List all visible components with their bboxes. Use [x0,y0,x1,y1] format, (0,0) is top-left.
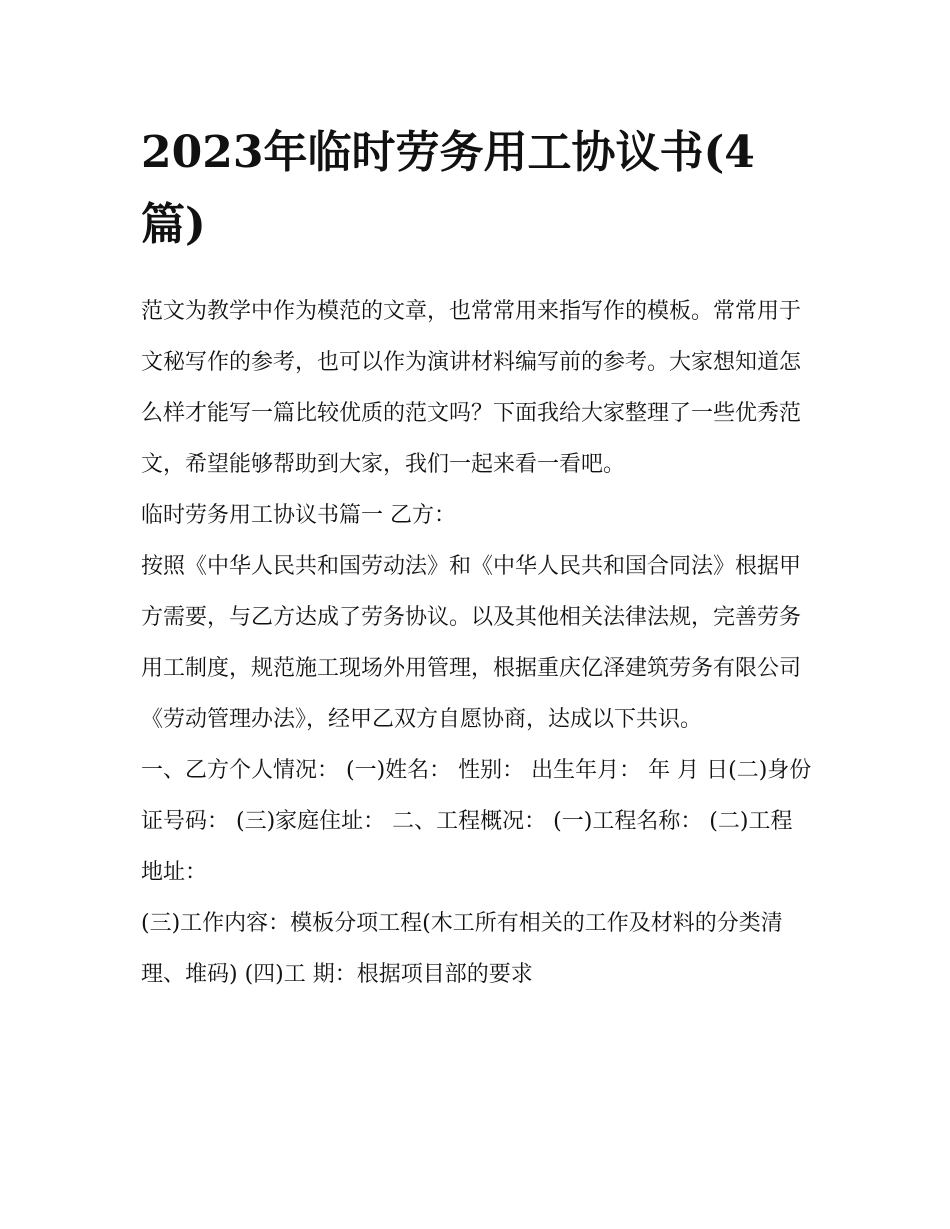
intro-paragraph: 范文为教学中作为模范的文章，也常常用来指写作的模板。常常用于文秘写作的参考，也可以作为演讲材料编写前的参考。大家想知道怎么样才能写一篇比较优质的范文吗？下面我给大家整理了一些优秀范文，希望能够帮助到大家，我们一起来看一看吧。 [141,299,802,477]
work-content-paragraph: (三)工作内容：模板分项工程(木工所有相关的工作及材料的分类清理、堆码) (四)工 期：根据项目部的要求 [141,911,783,987]
personal-info-paragraph: 一、乙方个人情况： (一)姓名： 性别： 出生年月： 年 月 日(二)身份证号码： (三)家庭住址： 二、工程概况： (一)工程名称： (二)工程地址： [141,758,812,885]
document-title: 2023年临时劳务用工协议书(4篇) [141,127,755,250]
section-heading: 临时劳务用工协议书篇一 乙方： [141,503,456,528]
body-paragraph: 按照《中华人民共和国劳动法》和《中华人民共和国合同法》根据甲方需要，与乙方达成了劳务协议。以及其他相关法律法规，完善劳务用工制度，规范施工现场外用管理，根据重庆亿泽建筑劳务有限公司《劳动管理办法》，经甲乙双方自愿协商，达成以下共识。 [141,554,802,732]
document-page [141,117,813,1000]
